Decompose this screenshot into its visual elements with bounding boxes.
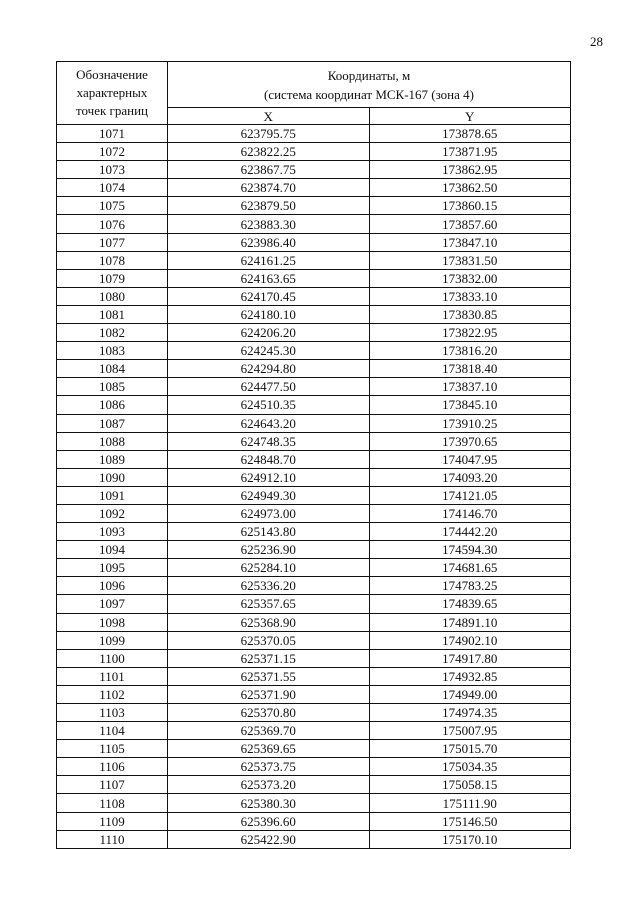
y-coordinate-cell: 174839.65 [369,595,571,613]
x-coordinate-cell: 625369.70 [168,722,370,740]
y-coordinate-cell: 173847.10 [369,233,571,251]
point-id-cell: 1078 [57,251,168,269]
x-coordinate-cell: 623883.30 [168,215,370,233]
point-id-cell: 1097 [57,595,168,613]
y-coordinate-cell: 173818.40 [369,360,571,378]
table-row [57,161,571,179]
table-row [57,360,571,378]
table-row [57,704,571,722]
x-coordinate-cell: 625284.10 [168,559,370,577]
point-id-cell: 1092 [57,504,168,522]
y-coordinate-cell: 175034.35 [369,758,571,776]
point-id-cell: 1099 [57,631,168,649]
point-id-cell: 1107 [57,776,168,794]
table-row [57,559,571,577]
table-row [57,269,571,287]
table-row [57,613,571,631]
point-id-cell: 1083 [57,342,168,360]
y-coordinate-cell: 174146.70 [369,504,571,522]
point-id-cell: 1110 [57,830,168,848]
table-row [57,830,571,848]
point-id-cell: 1082 [57,324,168,342]
x-coordinate-cell: 623795.75 [168,125,370,143]
x-coordinate-cell: 623822.25 [168,143,370,161]
point-id-cell: 1079 [57,269,168,287]
table-row [57,396,571,414]
x-coordinate-cell: 624973.00 [168,504,370,522]
x-coordinate-cell: 624161.25 [168,251,370,269]
y-coordinate-cell: 173871.95 [369,143,571,161]
y-coordinate-cell: 173816.20 [369,342,571,360]
table-row [57,595,571,613]
table-row [57,631,571,649]
point-id-cell: 1094 [57,541,168,559]
x-coordinate-cell: 624949.30 [168,486,370,504]
point-id-cell: 1101 [57,667,168,685]
x-coordinate-cell: 625373.75 [168,758,370,776]
y-coordinate-cell: 173857.60 [369,215,571,233]
y-coordinate-cell: 173862.95 [369,161,571,179]
table-row [57,667,571,685]
table-row [57,125,571,143]
coordinates-header [168,62,571,108]
x-coordinate-cell: 624180.10 [168,305,370,323]
point-id-cell: 1103 [57,704,168,722]
y-coordinate-cell: 174681.65 [369,559,571,577]
point-id-cell: 1088 [57,432,168,450]
table-row [57,577,571,595]
y-column-header: Y [369,108,571,125]
point-id-cell: 1093 [57,523,168,541]
x-coordinate-cell: 624294.80 [168,360,370,378]
x-coordinate-cell: 623986.40 [168,233,370,251]
point-id-cell: 1098 [57,613,168,631]
point-id-cell: 1086 [57,396,168,414]
x-coordinate-cell: 625370.05 [168,631,370,649]
point-id-cell: 1072 [57,143,168,161]
table-row [57,776,571,794]
x-coordinate-cell: 625236.90 [168,541,370,559]
point-id-cell: 1080 [57,287,168,305]
y-coordinate-cell: 173860.15 [369,197,571,215]
x-coordinate-cell: 624163.65 [168,269,370,287]
y-coordinate-cell: 173845.10 [369,396,571,414]
point-id-cell: 1091 [57,486,168,504]
table-row [57,812,571,830]
point-id-cell: 1102 [57,685,168,703]
table-row [57,342,571,360]
x-coordinate-cell: 624206.20 [168,324,370,342]
point-id-cell: 1081 [57,305,168,323]
x-coordinate-cell: 624510.35 [168,396,370,414]
point-id-cell: 1075 [57,197,168,215]
table-row [57,758,571,776]
y-coordinate-cell: 174902.10 [369,631,571,649]
x-coordinate-cell: 624170.45 [168,287,370,305]
point-id-cell: 1087 [57,414,168,432]
table-row [57,251,571,269]
y-coordinate-cell: 173837.10 [369,378,571,396]
point-label-header-line-2: характерных [76,85,148,100]
table-row [57,233,571,251]
point-id-cell: 1085 [57,378,168,396]
table-row [57,541,571,559]
point-id-cell: 1089 [57,450,168,468]
table-row [57,722,571,740]
y-coordinate-cell: 173833.10 [369,287,571,305]
table-header [57,62,571,125]
x-coordinate-cell: 624912.10 [168,468,370,486]
x-coordinate-cell: 625357.65 [168,595,370,613]
table-row [57,143,571,161]
table-row [57,450,571,468]
table-row [57,432,571,450]
x-coordinate-cell: 625143.80 [168,523,370,541]
y-coordinate-cell: 175170.10 [369,830,571,848]
table-row [57,468,571,486]
x-coordinate-cell: 625396.60 [168,812,370,830]
x-coordinate-cell: 623867.75 [168,161,370,179]
point-id-cell: 1077 [57,233,168,251]
y-coordinate-cell: 174891.10 [369,613,571,631]
table-row [57,287,571,305]
point-id-cell: 1104 [57,722,168,740]
table-row [57,486,571,504]
x-coordinate-cell: 625422.90 [168,830,370,848]
point-id-cell: 1073 [57,161,168,179]
y-coordinate-cell: 174047.95 [369,450,571,468]
y-coordinate-cell: 173830.85 [369,305,571,323]
coordinates-table [56,61,571,849]
y-coordinate-cell: 174932.85 [369,667,571,685]
point-id-cell: 1096 [57,577,168,595]
x-coordinate-cell: 624245.30 [168,342,370,360]
table-row [57,414,571,432]
table-row [57,378,571,396]
y-coordinate-cell: 174594.30 [369,541,571,559]
y-coordinate-cell: 173862.50 [369,179,571,197]
table-row [57,740,571,758]
coordinates-title: Координаты, м [327,67,411,83]
point-id-cell: 1109 [57,812,168,830]
y-coordinate-cell: 174917.80 [369,649,571,667]
point-id-cell: 1071 [57,125,168,143]
point-label-header-line-1: Обозначение [76,67,148,82]
point-label-header-line-3: точек границ [75,103,149,118]
x-coordinate-cell: 624477.50 [168,378,370,396]
x-coordinate-cell: 625380.30 [168,794,370,812]
y-coordinate-cell: 175146.50 [369,812,571,830]
point-id-cell: 1108 [57,794,168,812]
y-coordinate-cell: 173822.95 [369,324,571,342]
table-row [57,649,571,667]
x-coordinate-cell: 625368.90 [168,613,370,631]
y-coordinate-cell: 174783.25 [369,577,571,595]
y-coordinate-cell: 175058.15 [369,776,571,794]
header-row [57,62,571,108]
y-coordinate-cell: 174121.05 [369,486,571,504]
y-coordinate-cell: 175111.90 [369,794,571,812]
point-id-cell: 1074 [57,179,168,197]
point-id-cell: 1105 [57,740,168,758]
table-body [57,125,571,849]
table-row [57,324,571,342]
x-coordinate-cell: 623879.50 [168,197,370,215]
y-coordinate-cell: 175007.95 [369,722,571,740]
table-row [57,215,571,233]
x-coordinate-cell: 625369.65 [168,740,370,758]
x-coordinate-cell: 625371.15 [168,649,370,667]
x-coordinate-cell: 624848.70 [168,450,370,468]
point-id-cell: 1106 [57,758,168,776]
table-row [57,305,571,323]
table-row [57,794,571,812]
y-coordinate-cell: 175015.70 [369,740,571,758]
x-coordinate-cell: 625371.90 [168,685,370,703]
point-id-cell: 1076 [57,215,168,233]
point-id-cell: 1100 [57,649,168,667]
y-coordinate-cell: 173910.25 [369,414,571,432]
y-coordinate-cell: 174949.00 [369,685,571,703]
page-number: 28 [590,34,603,49]
y-coordinate-cell: 173831.50 [369,251,571,269]
y-coordinate-cell: 173970.65 [369,432,571,450]
x-coordinate-cell: 625371.55 [168,667,370,685]
table-row [57,179,571,197]
coordinates-subtitle: (система координат МСК-167 (зона 4) [264,86,474,102]
y-coordinate-cell: 174093.20 [369,468,571,486]
x-coordinate-cell: 625370.80 [168,704,370,722]
x-column-header: X [168,108,370,125]
point-label-header [57,62,168,125]
point-id-cell: 1095 [57,559,168,577]
y-coordinate-cell: 173832.00 [369,269,571,287]
point-id-cell: 1084 [57,360,168,378]
point-id-cell: 1090 [57,468,168,486]
table-row [57,523,571,541]
x-coordinate-cell: 624748.35 [168,432,370,450]
x-coordinate-cell: 624643.20 [168,414,370,432]
y-coordinate-cell: 173878.65 [369,125,571,143]
x-coordinate-cell: 623874.70 [168,179,370,197]
table-row [57,685,571,703]
x-coordinate-cell: 625336.20 [168,577,370,595]
table-row [57,197,571,215]
table-row [57,504,571,522]
y-coordinate-cell: 174442.20 [369,523,571,541]
y-coordinate-cell: 174974.35 [369,704,571,722]
x-coordinate-cell: 625373.20 [168,776,370,794]
